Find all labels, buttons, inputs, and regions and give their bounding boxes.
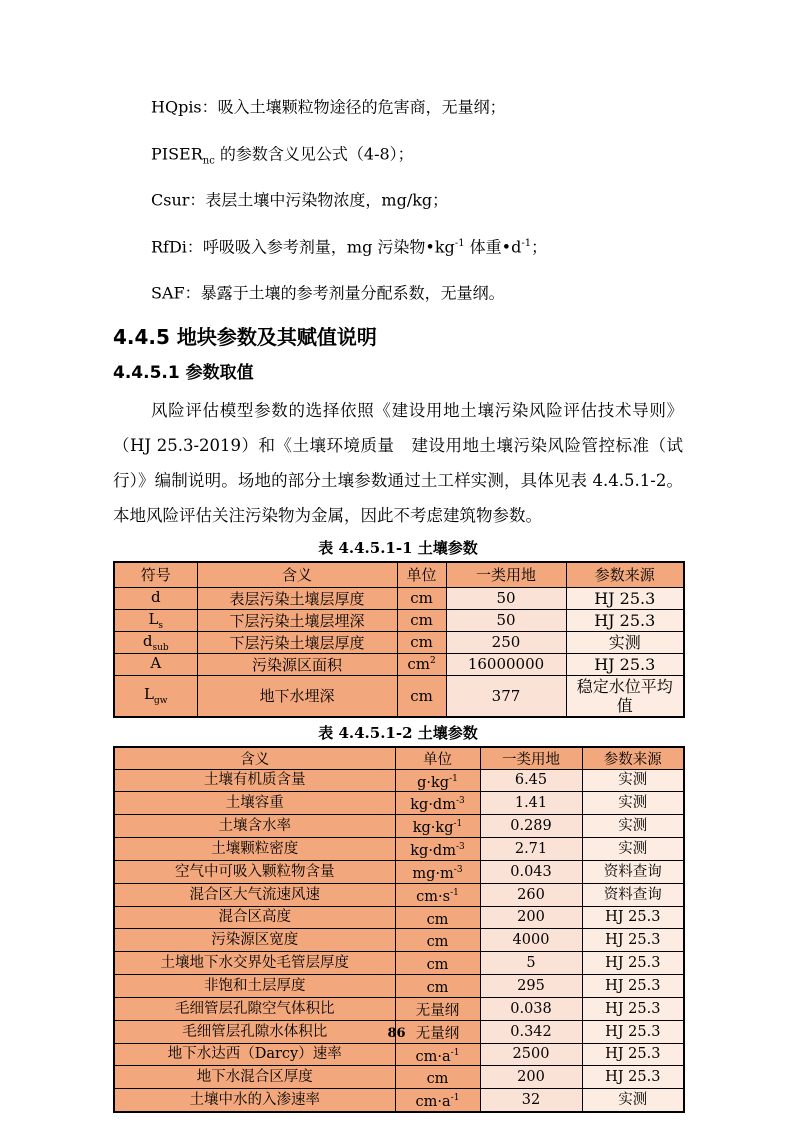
table-row bbox=[114, 975, 684, 998]
cell-value: 5 bbox=[480, 952, 582, 975]
unit-base: cm·s bbox=[416, 888, 451, 905]
definition-line bbox=[151, 86, 683, 133]
cell-value: 2.71 bbox=[480, 838, 582, 861]
table-row bbox=[114, 838, 684, 861]
cell-unit bbox=[395, 929, 480, 952]
table-row bbox=[114, 1043, 684, 1066]
symbol-base: d bbox=[150, 587, 161, 606]
unit-base: cm bbox=[426, 957, 449, 974]
cell-meaning: 毛细管层孔隙水体积比 bbox=[114, 1020, 395, 1043]
table-row bbox=[114, 792, 684, 815]
definition-text: ：呼吸吸入参考剂量，mg 污染物•kg bbox=[186, 236, 455, 256]
cell-unit bbox=[395, 1066, 480, 1089]
cell-unit bbox=[395, 838, 480, 861]
definition-text: 体重•d bbox=[464, 236, 522, 256]
cell-source: HJ 25.3 bbox=[582, 1066, 684, 1089]
table2-caption: 表 4.4.5.1-2 土壤参数 bbox=[318, 723, 478, 742]
unit-base: cm bbox=[426, 1071, 449, 1088]
cell-meaning: 土壤地下水交界处毛管层厚度 bbox=[114, 952, 395, 975]
table-row bbox=[114, 906, 684, 929]
symbol-base: d bbox=[142, 631, 153, 650]
cell-unit bbox=[395, 792, 480, 815]
cell-meaning: 地下水混合区厚度 bbox=[114, 1066, 395, 1089]
cell-source: HJ 25.3 bbox=[582, 1043, 684, 1066]
unit-superscript: -3 bbox=[453, 864, 463, 875]
unit-base: kg·dm bbox=[410, 797, 456, 814]
cell-meaning: 土壤含水率 bbox=[114, 815, 395, 838]
cell-meaning: 混合区大气流速风速 bbox=[114, 883, 395, 906]
column-header-source: 参数来源 bbox=[566, 562, 684, 588]
cell-source: HJ 25.3 bbox=[566, 587, 684, 609]
table-row bbox=[114, 631, 684, 653]
definition-superscript: -1 bbox=[521, 237, 532, 249]
cell-value: 1.41 bbox=[480, 792, 582, 815]
cell-meaning: 土壤有机质含量 bbox=[114, 769, 395, 792]
unit-base: mg·m bbox=[412, 865, 454, 882]
cell-unit bbox=[397, 631, 446, 653]
table1-caption: 表 4.4.5.1-1 土壤参数 bbox=[318, 538, 478, 557]
symbol-base: A bbox=[150, 653, 162, 672]
table-row bbox=[114, 860, 684, 883]
cell-meaning: 地下水达西（Darcy）速率 bbox=[114, 1043, 395, 1066]
cell-unit bbox=[395, 860, 480, 883]
unit-superscript: -1 bbox=[450, 1047, 460, 1058]
cell-source: HJ 25.3 bbox=[582, 929, 684, 952]
cell-value: 6.45 bbox=[480, 769, 582, 792]
table-header-row bbox=[114, 747, 684, 770]
cell-value: 200 bbox=[480, 906, 582, 929]
table-row bbox=[114, 1066, 684, 1089]
definition-term-subscript: nc bbox=[202, 155, 215, 167]
cell-source: 实测 bbox=[566, 631, 684, 653]
column-header-unit: 单位 bbox=[395, 747, 480, 770]
cell-meaning: 污染源区面积 bbox=[197, 653, 397, 675]
column-header-land-use: 一类用地 bbox=[446, 562, 566, 588]
definition-text: ：暴露于土壤的参考剂量分配系数，无量纲。 bbox=[184, 283, 505, 303]
cell-source: HJ 25.3 bbox=[582, 906, 684, 929]
cell-value: 4000 bbox=[480, 929, 582, 952]
definition-term: RfDi bbox=[151, 236, 187, 256]
unit-base: cm bbox=[410, 686, 433, 705]
column-header-meaning: 含义 bbox=[114, 747, 395, 770]
cell-source: HJ 25.3 bbox=[582, 997, 684, 1020]
unit-base: cm bbox=[410, 633, 433, 652]
cell-meaning: 地下水埋深 bbox=[197, 675, 397, 717]
column-header-unit: 单位 bbox=[397, 562, 446, 588]
table-row bbox=[114, 587, 684, 609]
column-header-land-use: 一类用地 bbox=[480, 747, 582, 770]
definition-line bbox=[151, 133, 683, 180]
unit-base: 无量纲 bbox=[415, 1002, 460, 1019]
table-header-row bbox=[114, 562, 684, 588]
cell-source: HJ 25.3 bbox=[566, 653, 684, 675]
cell-value: 50 bbox=[446, 609, 566, 631]
cell-value: 0.043 bbox=[480, 860, 582, 883]
unit-base: cm bbox=[426, 911, 449, 928]
subsection-heading: 4.4.5.1 参数取值 bbox=[113, 362, 254, 383]
symbol-subscript: s bbox=[158, 620, 164, 631]
definition-term: Csur bbox=[151, 190, 190, 210]
cell-value: 50 bbox=[446, 587, 566, 609]
cell-value: 260 bbox=[480, 883, 582, 906]
cell-meaning: 下层污染土壤层厚度 bbox=[197, 631, 397, 653]
table-row bbox=[114, 815, 684, 838]
cell-unit bbox=[395, 1089, 480, 1112]
unit-superscript: -1 bbox=[450, 887, 459, 898]
column-header-source: 参数来源 bbox=[582, 747, 684, 770]
cell-unit bbox=[395, 906, 480, 929]
unit-base: cm bbox=[407, 655, 430, 674]
definition-text: 的参数含义见公式（4-8）； bbox=[214, 143, 414, 163]
column-header-symbol: 符号 bbox=[114, 562, 197, 588]
unit-base: cm·a bbox=[415, 1048, 451, 1065]
page-content bbox=[113, 0, 683, 1113]
unit-superscript: 2 bbox=[429, 656, 436, 667]
unit-base: cm bbox=[410, 589, 433, 608]
cell-value: 200 bbox=[480, 1066, 582, 1089]
cell-unit bbox=[395, 769, 480, 792]
cell-value: 295 bbox=[480, 975, 582, 998]
cell-symbol bbox=[114, 587, 197, 609]
column-header-meaning: 含义 bbox=[197, 562, 397, 588]
body-paragraph: 风险评估模型参数的选择依照《建设用地土壤污染风险评估技术导则》（HJ 25.3-2019）和《土壤环境质量 建设用地土壤污染风险管控标准（试行）》编制说明。场地的部分土壤参数通过土工样实测，具体见表 4.4.5.1-2。本地风险评估关注污染物为金属，因此不考虑建筑物参数。 bbox=[113, 400, 683, 525]
cell-unit bbox=[397, 653, 446, 675]
definitions-list bbox=[113, 0, 683, 319]
unit-superscript: -3 bbox=[455, 796, 465, 807]
cell-source: 实测 bbox=[582, 792, 684, 815]
cell-source: HJ 25.3 bbox=[582, 975, 684, 998]
definition-line bbox=[151, 226, 683, 273]
definition-superscript: -1 bbox=[454, 237, 465, 249]
table-row bbox=[114, 997, 684, 1020]
unit-base: 无量纲 bbox=[415, 1025, 460, 1042]
definition-line bbox=[151, 272, 683, 319]
section-heading: 4.4.5 地块参数及其赋值说明 bbox=[113, 324, 377, 349]
unit-base: g·kg bbox=[417, 774, 450, 791]
cell-source: 实测 bbox=[582, 769, 684, 792]
definition-text: ：表层土壤中污染物浓度，mg/kg； bbox=[189, 190, 449, 210]
table-row bbox=[114, 675, 684, 717]
unit-base: cm bbox=[426, 979, 449, 996]
cell-unit bbox=[397, 675, 446, 717]
cell-meaning: 土壤容重 bbox=[114, 792, 395, 815]
cell-value: 0.289 bbox=[480, 815, 582, 838]
cell-source: HJ 25.3 bbox=[566, 609, 684, 631]
cell-source: 稳定水位平均值 bbox=[566, 675, 684, 717]
unit-base: kg·dm bbox=[410, 842, 456, 859]
cell-symbol bbox=[114, 609, 197, 631]
symbol-subscript: gw bbox=[154, 696, 168, 707]
unit-superscript: -1 bbox=[453, 819, 463, 830]
symbol-base: L bbox=[148, 609, 159, 628]
symbol-base: L bbox=[144, 685, 154, 704]
cell-meaning: 非饱和土层厚度 bbox=[114, 975, 395, 998]
cell-value: 0.038 bbox=[480, 997, 582, 1020]
cell-source: HJ 25.3 bbox=[582, 1020, 684, 1043]
unit-superscript: -1 bbox=[449, 773, 458, 784]
unit-base: kg·kg bbox=[412, 820, 454, 837]
unit-superscript: -1 bbox=[450, 1093, 460, 1104]
cell-symbol bbox=[114, 653, 197, 675]
unit-base: cm bbox=[410, 611, 433, 630]
definition-text: ：吸入土壤颗粒物途径的危害商，无量纲； bbox=[201, 97, 506, 117]
cell-unit bbox=[395, 815, 480, 838]
cell-unit bbox=[395, 975, 480, 998]
cell-meaning: 空气中可吸入颗粒物含量 bbox=[114, 860, 395, 883]
table-row bbox=[114, 883, 684, 906]
cell-unit bbox=[397, 587, 446, 609]
cell-unit bbox=[395, 883, 480, 906]
symbol-subscript: sub bbox=[152, 642, 169, 653]
cell-unit bbox=[395, 952, 480, 975]
table-row bbox=[114, 653, 684, 675]
cell-source: 实测 bbox=[582, 838, 684, 861]
cell-meaning: 毛细管层孔隙空气体积比 bbox=[114, 997, 395, 1020]
cell-unit bbox=[395, 1043, 480, 1066]
cell-unit bbox=[397, 609, 446, 631]
cell-source: 资料查询 bbox=[582, 860, 684, 883]
definition-line bbox=[151, 179, 683, 226]
cell-unit bbox=[395, 997, 480, 1020]
table-row bbox=[114, 1089, 684, 1112]
unit-base: cm·a bbox=[415, 1094, 451, 1110]
cell-symbol bbox=[114, 631, 197, 653]
table-row bbox=[114, 609, 684, 631]
table-row bbox=[114, 952, 684, 975]
cell-source: 实测 bbox=[582, 1089, 684, 1112]
page-number: 86 bbox=[387, 1026, 406, 1041]
table-row bbox=[114, 929, 684, 952]
cell-meaning: 污染源区宽度 bbox=[114, 929, 395, 952]
cell-meaning: 土壤中水的入渗速率 bbox=[114, 1089, 395, 1112]
cell-meaning: 下层污染土壤层埋深 bbox=[197, 609, 397, 631]
soil-parameters-table-1 bbox=[113, 561, 685, 718]
definition-term: SAF bbox=[151, 283, 185, 303]
table-row bbox=[114, 769, 684, 792]
cell-source: 实测 bbox=[582, 815, 684, 838]
definition-text: ； bbox=[531, 236, 548, 256]
definition-term: HQpis bbox=[151, 97, 202, 117]
cell-value: 32 bbox=[480, 1089, 582, 1112]
cell-meaning: 混合区高度 bbox=[114, 906, 395, 929]
cell-meaning: 土壤颗粒密度 bbox=[114, 838, 395, 861]
definition-term: PISER bbox=[151, 143, 203, 163]
cell-source: 资料查询 bbox=[582, 883, 684, 906]
cell-value: 250 bbox=[446, 631, 566, 653]
cell-value: 0.342 bbox=[480, 1020, 582, 1043]
unit-base: cm bbox=[426, 934, 449, 951]
soil-parameters-table-2 bbox=[113, 746, 685, 1113]
cell-symbol bbox=[114, 675, 197, 717]
cell-value: 16000000 bbox=[446, 653, 566, 675]
cell-value: 377 bbox=[446, 675, 566, 717]
cell-value: 2500 bbox=[480, 1043, 582, 1066]
cell-source: HJ 25.3 bbox=[582, 952, 684, 975]
cell-meaning: 表层污染土壤层厚度 bbox=[197, 587, 397, 609]
unit-superscript: -3 bbox=[455, 842, 465, 853]
